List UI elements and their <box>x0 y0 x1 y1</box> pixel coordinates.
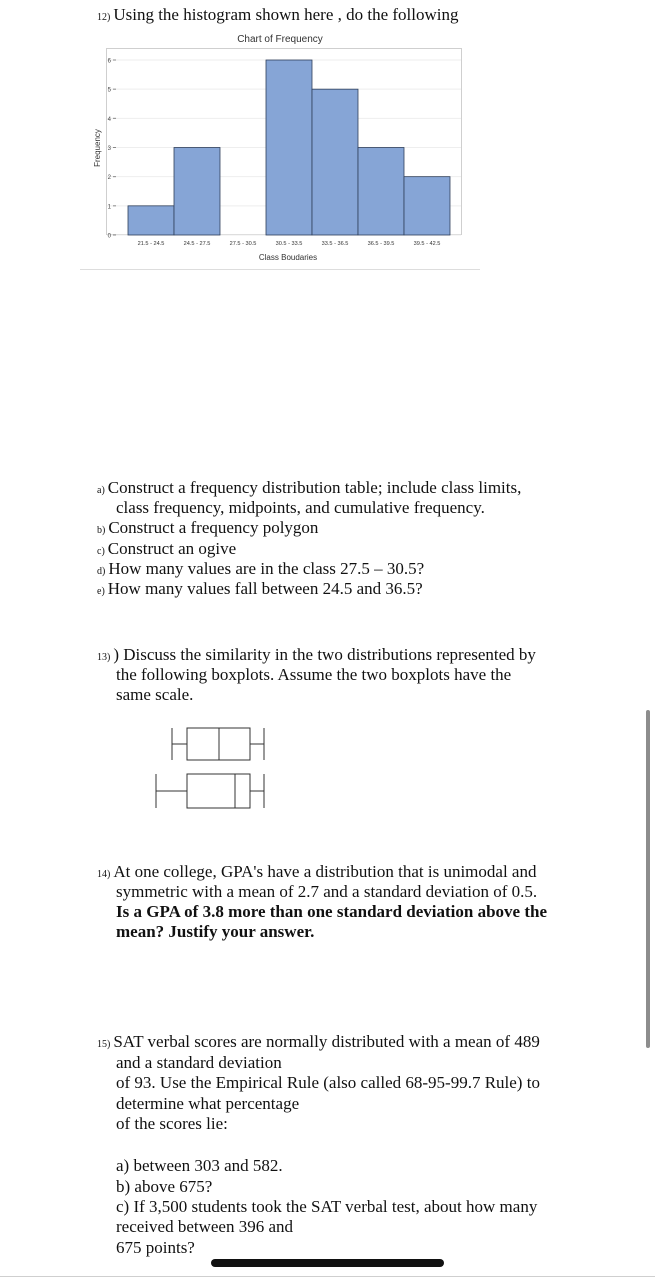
q14-line-2: symmetric with a mean of 2.7 and a standard deviation of 0.5. <box>116 882 538 901</box>
q15-part-a: a) between 303 and 582. <box>116 1156 283 1175</box>
q13-text-1: ) Discuss the similarity in the two distributions represented by <box>113 645 536 664</box>
y-tick-labels <box>108 59 112 240</box>
part-e-text: How many values fall between 24.5 and 36.5? <box>107 579 423 598</box>
bar-33.5-36.5 <box>312 89 358 235</box>
boxplots-figure <box>150 722 270 814</box>
q15-line-4: determine what percentage <box>116 1094 300 1113</box>
y-tick-label-3: 3 <box>107 146 111 152</box>
bar-21.5-24.5 <box>128 206 174 235</box>
q12-number: 12) <box>97 12 111 23</box>
y-tick-label-2: 2 <box>107 175 111 182</box>
q12-prompt: Using the histogram shown here , do the following <box>113 5 459 24</box>
q14-number: 14) <box>97 869 111 880</box>
x-tick-label-3: 30.5 - 33.5 <box>275 241 303 247</box>
q15-part-c-line-3: 675 points? <box>116 1238 195 1257</box>
part-a-line-2: class frequency, midpoints, and cumulative frequency. <box>116 498 485 517</box>
q15-line-5: of the scores lie: <box>116 1114 228 1133</box>
part-a-label: a) <box>97 485 105 496</box>
part-a-line-1: Construct a frequency distribution table; include class limits, <box>107 478 522 497</box>
q15-line-2: and a standard deviation <box>116 1053 282 1072</box>
histogram-svg <box>80 28 480 270</box>
q15-line-1 <box>97 1032 540 1055</box>
y-tick-label-0: 0 <box>107 233 111 240</box>
bar-30.5-33.5 <box>266 60 312 235</box>
chart-title: Chart of Frequency <box>237 34 323 45</box>
x-tick-label-0: 21.5 - 24.5 <box>137 241 165 247</box>
q15-part-c: c) If 3,500 students took the SAT verbal test, about how many <box>116 1197 538 1216</box>
x-tick-labels <box>138 241 441 247</box>
x-tick-label-4: 33.5 - 36.5 <box>321 241 349 247</box>
q15-number: 15) <box>97 1039 111 1050</box>
part-d-text: How many values are in the class 27.5 – 30.5? <box>108 559 425 578</box>
q13-number: 13) <box>97 652 111 663</box>
bar-36.5-39.5 <box>358 148 404 236</box>
q15-part-b: b) above 675? <box>116 1177 213 1196</box>
y-axis-label: Frequency <box>93 129 102 167</box>
bar-39.5-42.5 <box>404 177 450 235</box>
part-c-label: c) <box>97 546 105 557</box>
q14-text-1: At one college, GPA's have a distribution that is unimodal and <box>113 862 537 881</box>
q14-bold-line-2: mean? Justify your answer. <box>116 922 315 941</box>
part-b-text: Construct a frequency polygon <box>108 518 319 537</box>
bottom-divider <box>0 1276 655 1277</box>
q15-part-c-line-2: received between 396 and <box>116 1217 293 1236</box>
q14-bold-line-1: Is a GPA of 3.8 more than one standard deviation above the <box>116 902 548 921</box>
boxplot-top <box>172 728 264 760</box>
q12-heading <box>97 5 459 28</box>
histogram-chart <box>80 28 480 270</box>
q15-text-1: SAT verbal scores are normally distributed with a mean of 489 <box>113 1032 540 1051</box>
part-b-label: b) <box>97 525 106 536</box>
y-tick-label-5: 5 <box>107 87 111 94</box>
y-tick-label-1: 1 <box>107 204 111 211</box>
part-e-label: e) <box>97 586 105 597</box>
q13-line-2: the following boxplots. Assume the two boxplots have the <box>116 665 512 684</box>
vertical-scrollbar[interactable] <box>646 710 650 1048</box>
y-tick-label-4: 4 <box>107 116 111 123</box>
part-d-label: d) <box>97 566 106 577</box>
q13-line-3: same scale. <box>116 685 194 704</box>
x-tick-label-5: 36.5 - 39.5 <box>367 241 395 247</box>
histogram-bars <box>128 60 450 235</box>
q12-part-b <box>97 518 318 541</box>
q12-part-e <box>97 579 423 602</box>
bar-24.5-27.5 <box>174 148 220 236</box>
home-indicator[interactable] <box>211 1259 444 1267</box>
boxplot-bottom <box>156 774 264 808</box>
q15-line-3: of 93. Use the Empirical Rule (also called 68-95-99.7 Rule) to <box>116 1073 540 1092</box>
y-tick-label-6: 6 <box>107 58 111 65</box>
x-tick-label-1: 24.5 - 27.5 <box>183 241 211 247</box>
x-axis-label: Class Boudaries <box>258 253 318 262</box>
part-c-text: Construct an ogive <box>107 539 237 558</box>
x-tick-label-6: 39.5 - 42.5 <box>413 241 441 247</box>
x-tick-label-2: 27.5 - 30.5 <box>229 241 257 247</box>
